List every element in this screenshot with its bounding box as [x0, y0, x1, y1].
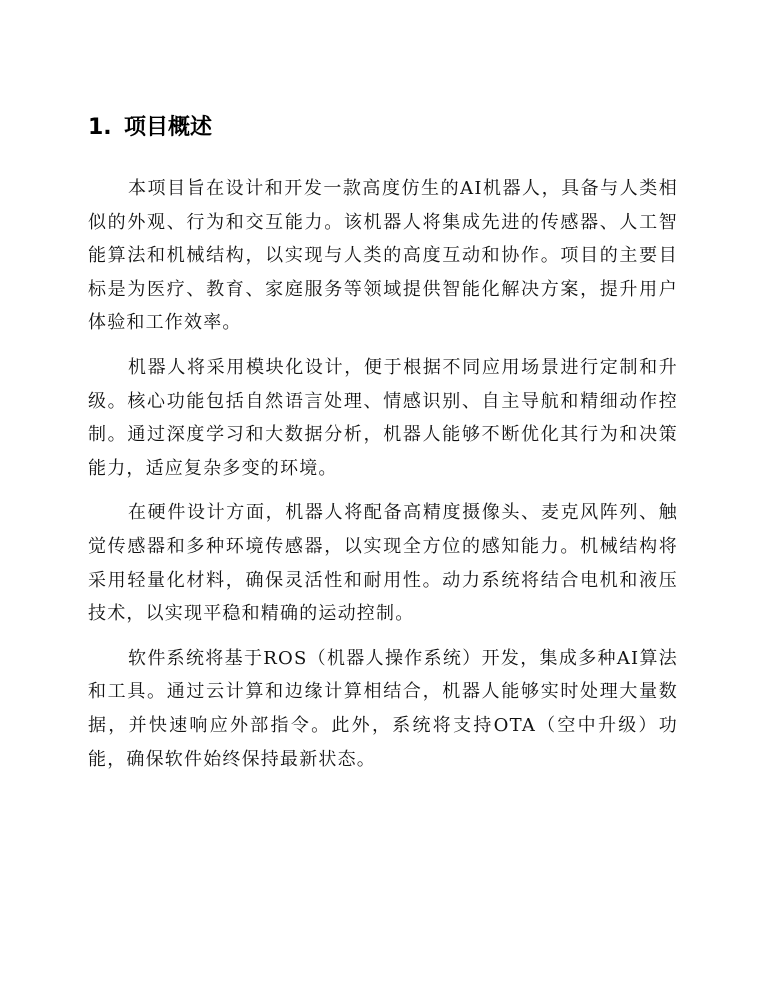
- section-title: 项目概述: [124, 115, 213, 140]
- section-number: 1.: [88, 115, 112, 140]
- section-heading: [88, 112, 212, 144]
- section-body: [88, 172, 678, 787]
- paragraph-hardware: 在硬件设计方面，机器人将配备高精度摄像头、麦克风阵列、触觉传感器和多种环境传感器，以实现全方位的感知能力。机械结构将采用轻量化材料，确保灵活性和耐用性。动力系统将结合电机和液压技术，以实现平稳和精确的运动控制。: [88, 502, 678, 625]
- paragraph-modular-design: 机器人将采用模块化设计，便于根据不同应用场景进行定制和升级。核心功能包括自然语言处理、情感识别、自主导航和精细动作控制。通过深度学习和大数据分析，机器人能够不断优化其行为和决策能力，适应复杂多变的环境。: [88, 356, 678, 479]
- paragraph-overview: 本项目旨在设计和开发一款高度仿生的AI机器人，具备与人类相似的外观、行为和交互能力。该机器人将集成先进的传感器、人工智能算法和机械结构，以实现与人类的高度互动和协作。项目的主要目标是为医疗、教育、家庭服务等领域提供智能化解决方案，提升用户体验和工作效率。: [88, 178, 678, 334]
- paragraph-software: 软件系统将基于ROS（机器人操作系统）开发，集成多种AI算法和工具。通过云计算和边缘计算相结合，机器人能够实时处理大量数据，并快速响应外部指令。此外，系统将支持OTA（空中升级）功能，确保软件始终保持最新状态。: [88, 647, 678, 770]
